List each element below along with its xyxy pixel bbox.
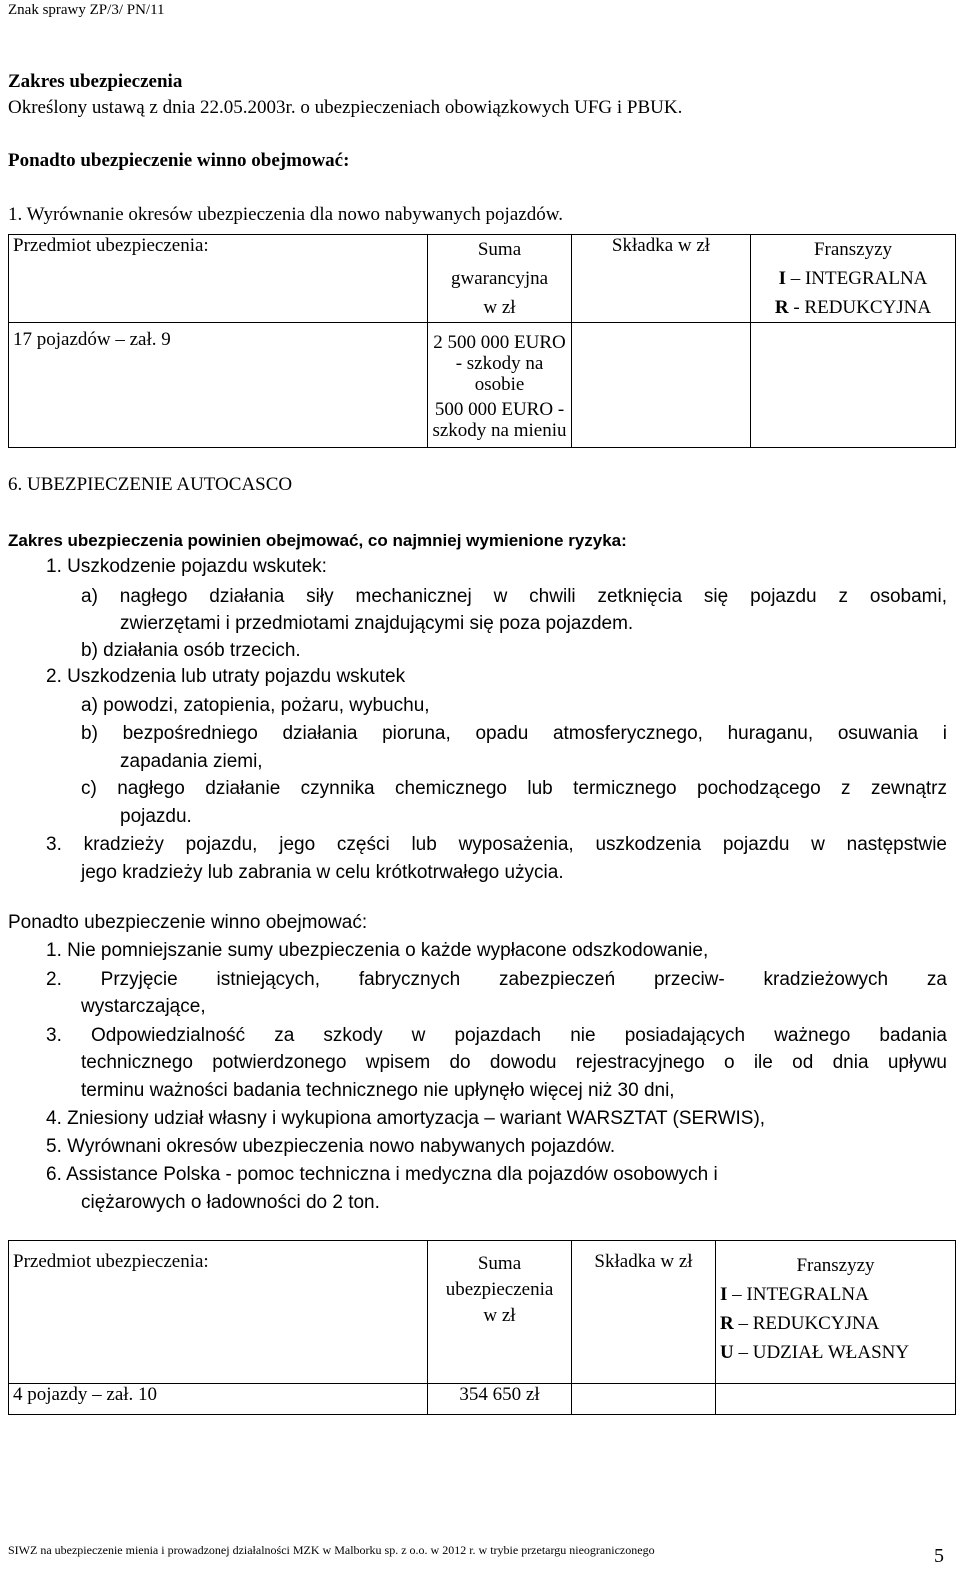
page-number: 5 xyxy=(934,1545,944,1567)
header-premium-label: Składka w zł xyxy=(611,235,711,256)
sum-line: 2 500 000 EURO xyxy=(433,332,566,353)
row-deductible xyxy=(716,1384,956,1415)
risk-1a-cont: zwierzętami i przedmiotami znajdującymi się poza pojazdem. xyxy=(120,613,634,634)
additional-item-1: 1. Wyrównanie okresów ubezpieczenia dla nowo nabywanych pojazdów. xyxy=(8,204,563,225)
header-premium xyxy=(572,1241,716,1384)
liability-table xyxy=(8,234,956,448)
deductible-title: Franszyzy xyxy=(813,239,893,260)
deductible-integral: I – INTEGRALNA xyxy=(778,268,928,289)
sum-line: szkody na mieniu xyxy=(432,420,567,441)
header-sum-line: w zł xyxy=(483,297,516,318)
header-sum xyxy=(428,235,572,323)
risk-2b: b) bezpośredniego działania pioruna, opadu atmosferycznego, huraganu, osuwania i xyxy=(81,723,947,744)
addition-2: 2. Przyjęcie istniejących, fabrycznych zabezpieczeń przeciw- kradzieżowych za xyxy=(46,969,947,990)
row-sum xyxy=(428,1384,572,1415)
row-deductible xyxy=(751,323,956,448)
header-sum-line: w zł xyxy=(483,1305,516,1326)
addition-6: 6. Assistance Polska - pomoc techniczna i medyczna dla pojazdów osobowych i xyxy=(46,1164,718,1185)
addition-3-cont: terminu ważności badania technicznego nie upłynęło więcej niż 30 dni, xyxy=(81,1080,675,1101)
risk-1b: b) działania osób trzecich. xyxy=(81,640,301,661)
addition-1: 1. Nie pomniejszanie sumy ubezpieczenia o każde wypłacone odszkodowanie, xyxy=(46,940,709,961)
autocasco-title: 6. UBEZPIECZENIE AUTOCASCO xyxy=(8,474,293,495)
risk-1: 1. Uszkodzenie pojazdu wskutek: xyxy=(46,556,327,577)
addition-4: 4. Zniesiony udział własny i wykupiona amortyzacja – wariant WARSZTAT (SERWIS), xyxy=(46,1108,766,1129)
row-subject-text: 17 pojazdów – zał. 9 xyxy=(13,329,171,350)
risk-3: 3. kradzieży pojazdu, jego części lub wyposażenia, uszkodzenia pojazdu w następstwie xyxy=(46,834,947,855)
row-subject xyxy=(9,1384,428,1415)
row-sum xyxy=(428,323,572,448)
deductible-title: Franszyzy xyxy=(796,1255,875,1276)
header-sum-line: gwarancyjna xyxy=(450,268,549,289)
risk-2c-cont: pojazdu. xyxy=(120,806,192,827)
addition-2-cont: wystarczające, xyxy=(81,996,206,1017)
header-deductible xyxy=(751,235,956,323)
header-subject xyxy=(9,1241,428,1384)
header-subject-label: Przedmiot ubezpieczenia: xyxy=(13,1251,209,1272)
sum-line: 500 000 EURO - xyxy=(434,399,565,420)
addition-3-cont: technicznego potwierdzonego wpisem do dowodu rejestracyjnego o ile od dnia upływu xyxy=(81,1052,947,1073)
autocasco-scope-title: Zakres ubezpieczenia powinien obejmować, co najmniej wymienione ryzyka: xyxy=(8,531,627,550)
deductible-integral: I – INTEGRALNA xyxy=(720,1284,869,1305)
risk-1a: a) nagłego działania siły mechanicznej w chwili zetknięcia się pojazdu z osobami, xyxy=(81,586,947,607)
footer-text: SIWZ na ubezpieczenie mienia i prowadzonej działalności MZK w Malborku sp. z o.o. w 2012 r. w trybie przetargu nieograniczonego xyxy=(8,1543,655,1557)
addition-3: 3. Odpowiedzialność za szkody w pojazdach nie posiadających ważnego badania xyxy=(46,1025,947,1046)
sum-line: osobie xyxy=(474,374,525,395)
sum-line: - szkody na xyxy=(455,353,544,374)
header-premium-label: Składka w zł xyxy=(594,1251,693,1272)
header-subject-label: Przedmiot ubezpieczenia: xyxy=(13,235,209,256)
additional-title: Ponadto ubezpieczenie winno obejmować: xyxy=(8,150,350,171)
deductible-reduction: R - REDUKCYJNA xyxy=(774,297,932,318)
header-sum-line: ubezpieczenia xyxy=(445,1279,554,1300)
risk-2a: a) powodzi, zatopienia, pożaru, wybuchu, xyxy=(81,695,430,716)
scope-line: Określony ustawą z dnia 22.05.2003r. o ubezpieczeniach obowiązkowych UFG i PBUK. xyxy=(8,97,683,118)
addition-6-cont: ciężarowych o ładowności do 2 ton. xyxy=(81,1192,380,1213)
row-premium xyxy=(572,1384,716,1415)
row-premium xyxy=(572,323,751,448)
autocasco-additional-title: Ponadto ubezpieczenie winno obejmować: xyxy=(8,912,368,933)
risk-3-cont: jego kradzieży lub zabrania w celu krótkotrwałego użycia. xyxy=(81,862,564,883)
deductible-own-share: U – UDZIAŁ WŁASNY xyxy=(720,1342,910,1363)
header-deductible xyxy=(716,1241,956,1384)
table-row xyxy=(9,323,956,448)
risk-2c: c) nagłego działanie czynnika chemicznego lub termicznego pochodzącego z zewnątrz xyxy=(81,778,947,799)
addition-5: 5. Wyrównani okresów ubezpieczenia nowo nabywanych pojazdów. xyxy=(46,1136,616,1157)
scope-title: Zakres ubezpieczenia xyxy=(8,71,183,92)
table-header-row xyxy=(9,1241,956,1384)
autocasco-table xyxy=(8,1240,956,1415)
risk-2: 2. Uszkodzenia lub utraty pojazdu wskutek xyxy=(46,666,406,687)
header-sum xyxy=(428,1241,572,1384)
header-premium xyxy=(572,235,751,323)
header-subject xyxy=(9,235,428,323)
row-subject-text: 4 pojazdy – zał. 10 xyxy=(13,1384,158,1405)
row-sum-text: 354 650 zł xyxy=(459,1384,540,1405)
case-number: Znak sprawy ZP/3/ PN/11 xyxy=(8,2,165,18)
table-row xyxy=(9,1384,956,1415)
table-header-row xyxy=(9,235,956,323)
risk-2b-cont: zapadania ziemi, xyxy=(120,751,263,772)
header-sum-line: Suma xyxy=(477,239,522,260)
deductible-reduction: R – REDUKCYJNA xyxy=(720,1313,880,1334)
header-sum-line: Suma xyxy=(477,1253,522,1274)
row-subject xyxy=(9,323,428,448)
